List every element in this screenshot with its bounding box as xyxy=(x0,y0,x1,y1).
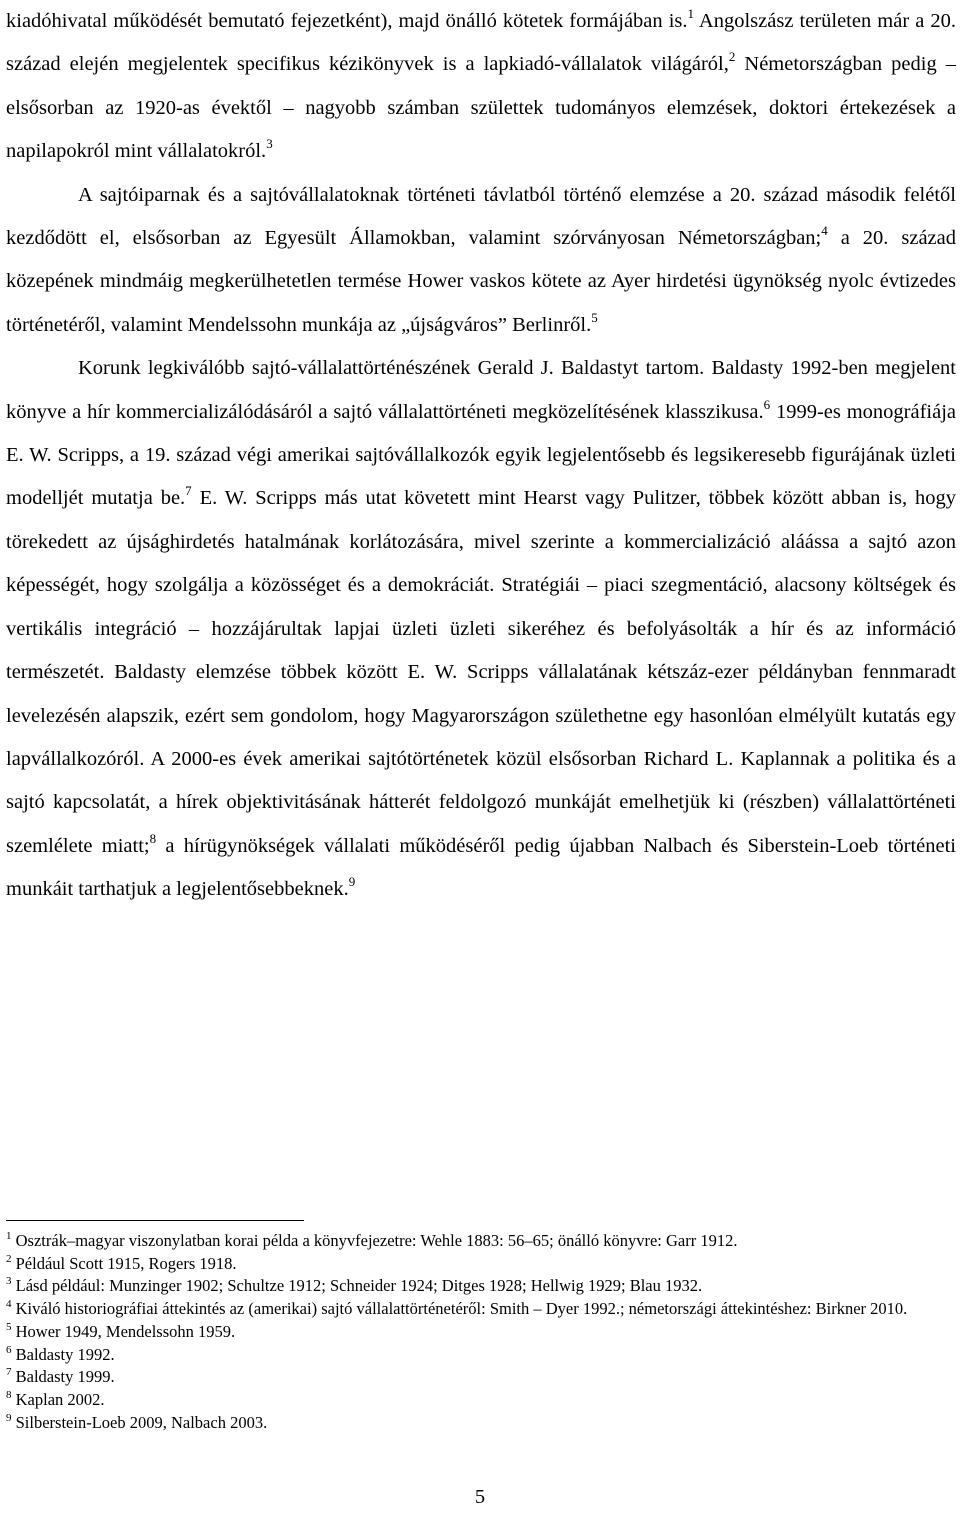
text-run: kiadóhivatal működését bemutató fejezetként), majd önálló kötetek formájában is. xyxy=(6,10,688,32)
footnote-ref-8[interactable]: 8 xyxy=(149,830,157,846)
footnote-number: 3 xyxy=(6,1275,12,1288)
footnote-number: 1 xyxy=(6,1230,12,1242)
footnote-text: Baldasty 1992. xyxy=(11,1344,115,1364)
page-number: 5 xyxy=(474,1486,486,1508)
footnote-text: Kiváló historiográfiai áttekintés az (amerikai) sajtó vállalattörténetéről: Smith – Dyer 1992.; németországi áttekintéshez: Birkner 2010. xyxy=(11,1299,908,1319)
footnote-text: Lásd például: Munzinger 1902; Schultze 1912; Schneider 1924; Ditges 1928; Hellwig 1929; Blau 1932. xyxy=(11,1276,703,1296)
text-run: a hírügynökségek vállalati működéséről pedig újabban Nalbach és Siberstein-Loeb történeti munkáit tarthatjuk a legjelentősebbeknek. xyxy=(6,834,956,901)
text-run: Korunk legkiválóbb sajtó-vállalattörténészének Gerald J. Baldastyt tartom. Baldasty 1992-ben megjelent könyve a hír kommercializálódásáról a sajtó vállalattörténeti megközelítésének klasszikusa. xyxy=(6,357,956,423)
footnote-ref-3[interactable]: 3 xyxy=(266,136,273,152)
footnote-text: Baldasty 1999. xyxy=(11,1367,115,1387)
paragraph-1 xyxy=(6,0,956,174)
text-run: Németországban pedig – elsősorban az 1920-as évektől – nagyobb számban születtek tudományos elemzések, doktori értekezések a napilapokról mint vállalatokról. xyxy=(6,53,956,163)
footnote-text: Kaplan 2002. xyxy=(11,1389,105,1409)
footnote-8 xyxy=(6,1389,956,1412)
paragraph-2 xyxy=(6,174,956,348)
footnote-ref-1[interactable]: 1 xyxy=(687,6,694,21)
footnote-number: 4 xyxy=(6,1298,12,1311)
footnote-number: 7 xyxy=(6,1366,12,1379)
footnote-number: 9 xyxy=(6,1411,12,1424)
text-run: a 20. század közepének mindmáig megkerülhetetlen termése Hower vaskos kötete az Ayer hirdetési ügynökség nyolc évtizedes történetéről, valamint Mendelssohn munkája az „újságváros” Berlinről. xyxy=(6,227,956,336)
footnote-3 xyxy=(6,1275,956,1298)
footnote-number: 6 xyxy=(6,1343,12,1356)
footnote-5 xyxy=(6,1321,956,1344)
footnote-ref-7[interactable]: 7 xyxy=(185,483,192,499)
footnote-ref-2[interactable]: 2 xyxy=(728,49,736,65)
footnote-2 xyxy=(6,1253,956,1276)
footnote-ref-9[interactable]: 9 xyxy=(348,874,356,890)
footnote-text: Silberstein-Loeb 2009, Nalbach 2003. xyxy=(11,1412,268,1432)
footnote-ref-4[interactable]: 4 xyxy=(821,223,828,239)
footnote-4 xyxy=(6,1298,956,1321)
footnote-7 xyxy=(6,1366,956,1389)
text-run: E. W. Scripps más utat követett mint Hearst vagy Pulitzer, többek között abban is, hogy törekedett az újsághirdetés hatalmának korlátozására, mivel szerinte a kommercializáció aláássa a sajtó azon képességét, hogy szolgálja a közösséget és a demokráciát. Stratégiái – piaci szegmentáció, alacsony költségek és vertikális integráció – hozzájárultak lapjai üzleti üzleti sikeréhez és befolyásolták a hír és az információ természetét. Baldasty elemzése többek között E. W. Scripps vállalatának kétszáz-ezer példányban fennmaradt levelezésén alapszik, ezért sem gondolom, hogy Magyarországon születhetne egy hasonlóan elmélyült kutatás egy lapvállalkozóról. A 2000-es évek amerikai sajtótörténetek közül elsősorban Richard L. Kaplannak a politika és a sajtó kapcsolatát, a hírek objektivitásának hátterét feldolgozó munkáját emelhetjük ki (részben) vállalattörténeti szemlélete miatt; xyxy=(6,487,956,857)
footnote-ref-5[interactable]: 5 xyxy=(591,309,598,325)
text-run: Angolszász területen már a 20. század elején megjelentek specifikus kézikönyvek is a lapkiadó-vállalatok világáról, xyxy=(6,10,956,76)
text-run: 1999-es monográfiája E. W. Scripps, a 19. század végi amerikai sajtóvállalkozók egyik legjelentősebb és legsikeresebb figurájának üzleti modelljét mutatja be. xyxy=(6,400,956,510)
footnote-text: Például Scott 1915, Rogers 1918. xyxy=(11,1253,237,1273)
text-run: A sajtóiparnak és a sajtóvállalatoknak történeti távlatból történő elemzése a 20. század második felétől kezdődött el, elsősorban az Egyesült Államokban, valamint szórványosan Németországban; xyxy=(6,183,956,250)
footnote-6 xyxy=(6,1344,956,1367)
footnote-number: 2 xyxy=(6,1252,12,1265)
footnote-9 xyxy=(6,1412,956,1435)
footnote-1 xyxy=(6,1230,956,1253)
paragraph-3 xyxy=(6,347,956,911)
footnote-text: Osztrák–magyar viszonylatban korai példa a könyvfejezetre: Wehle 1883: 56–65; önálló könyvre: Garr 1912. xyxy=(11,1231,738,1250)
footnote-number: 8 xyxy=(6,1388,12,1401)
body-text xyxy=(6,0,956,912)
footnote-number: 5 xyxy=(6,1320,12,1333)
footnote-ref-6[interactable]: 6 xyxy=(763,396,771,412)
footnote-separator xyxy=(6,1220,304,1221)
footnotes xyxy=(6,1230,956,1434)
footnote-text: Hower 1949, Mendelssohn 1959. xyxy=(11,1321,236,1341)
